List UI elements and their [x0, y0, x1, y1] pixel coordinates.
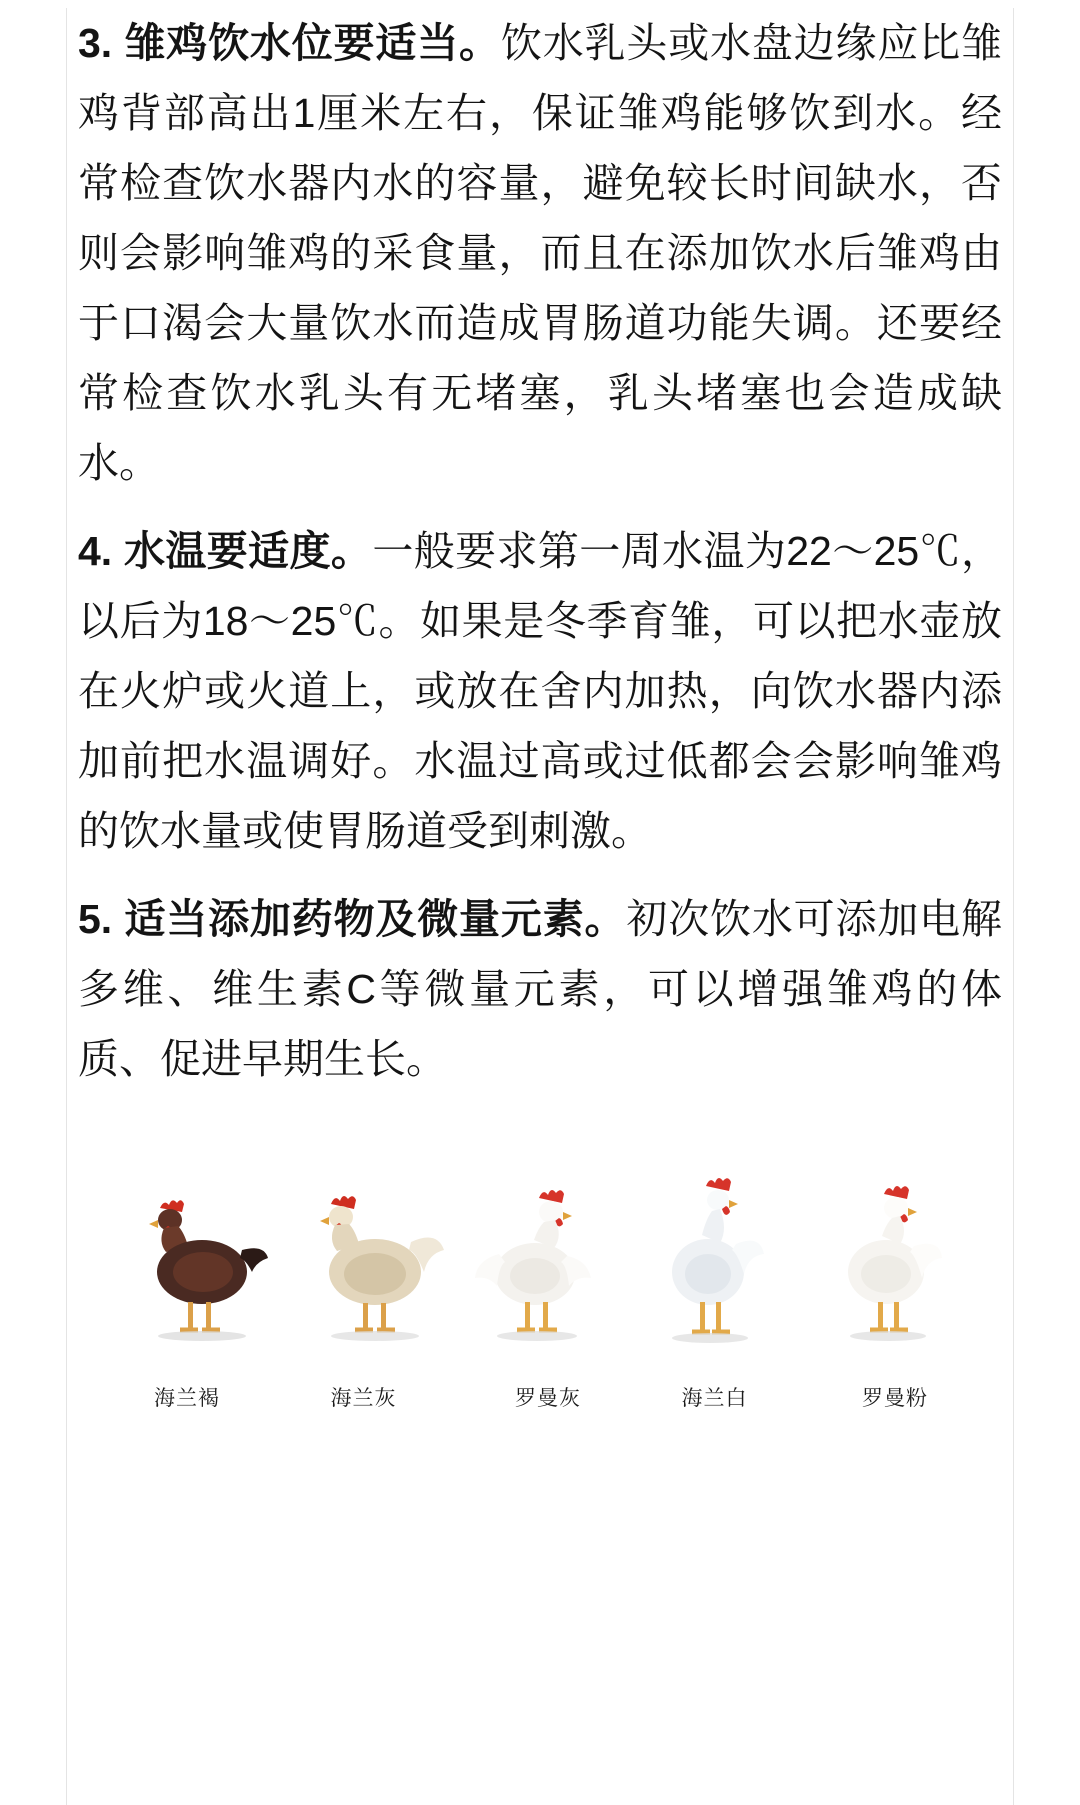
- caption-luoman-hui: 罗曼灰: [515, 1387, 581, 1410]
- chicken-image-hailan-bai: [632, 1168, 802, 1368]
- chicken-breeds-figure: [78, 1168, 1002, 1412]
- paragraph-4: [78, 516, 1002, 866]
- paragraph-5-heading: 适当添加药物及微量元素。: [124, 896, 627, 942]
- document-body: [0, 8, 1080, 1412]
- chicken-buff-glyph: [320, 1196, 444, 1341]
- chicken-white-a-glyph: [475, 1190, 591, 1341]
- chicken-captions: [102, 1382, 978, 1412]
- chicken-brown-glyph: [149, 1200, 268, 1341]
- chicken-image-luoman-fen: [808, 1168, 978, 1368]
- paragraph-4-heading: 水温要适度。: [123, 528, 373, 574]
- caption-luoman-fen: 罗曼粉: [862, 1387, 928, 1410]
- chicken-image-hailan-hui: [279, 1168, 449, 1368]
- caption-hailan-hui: 海兰灰: [330, 1387, 397, 1410]
- caption-hailan-he: 海兰褐: [154, 1387, 220, 1410]
- chicken-white-b-glyph: [672, 1178, 764, 1343]
- caption-hailan-bai: 海兰白: [681, 1387, 748, 1410]
- document-page: [0, 8, 1080, 1805]
- paragraph-5: [78, 884, 1002, 1094]
- paragraph-4-text: 一般要求第一周水温为22～25℃，以后为18～25℃。如果是冬季育雏，可以把水壶放在火炉或火道上，或放在舍内加热，向饮水器内添加前把水温调好。水温过高或过低都会会影响雏鸡的饮水量或使胃肠道受到刺激。: [78, 528, 1002, 854]
- paragraph-5-text: 初次饮水可添加电解多维、维生素C等微量元素，可以增强雏鸡的体质、促进早期生长。: [78, 896, 1002, 1082]
- paragraph-3-number: 3.: [78, 20, 113, 66]
- paragraph-3-text: 饮水乳头或水盘边缘应比雏鸡背部高出1厘米左右，保证雏鸡能够饮到水。经常检查饮水器内水的容量，避免较长时间缺水，否则会影响雏鸡的采食量，而且在添加饮水后雏鸡由于口渴会大量饮水而造成胃肠道功能失调。还要经常检查饮水乳头有无堵塞，乳头堵塞也会造成缺水。: [78, 20, 1002, 486]
- paragraph-3-heading: 雏鸡饮水位要适当。: [124, 20, 501, 66]
- chicken-white-c-glyph: [848, 1186, 942, 1341]
- chicken-illustrations: [102, 1168, 978, 1368]
- paragraph-3: [78, 8, 1002, 498]
- paragraph-5-number: 5.: [78, 896, 113, 942]
- paragraph-4-number: 4.: [78, 528, 113, 574]
- chicken-image-luoman-hui: [455, 1168, 625, 1368]
- chicken-image-hailan-he: [102, 1168, 272, 1368]
